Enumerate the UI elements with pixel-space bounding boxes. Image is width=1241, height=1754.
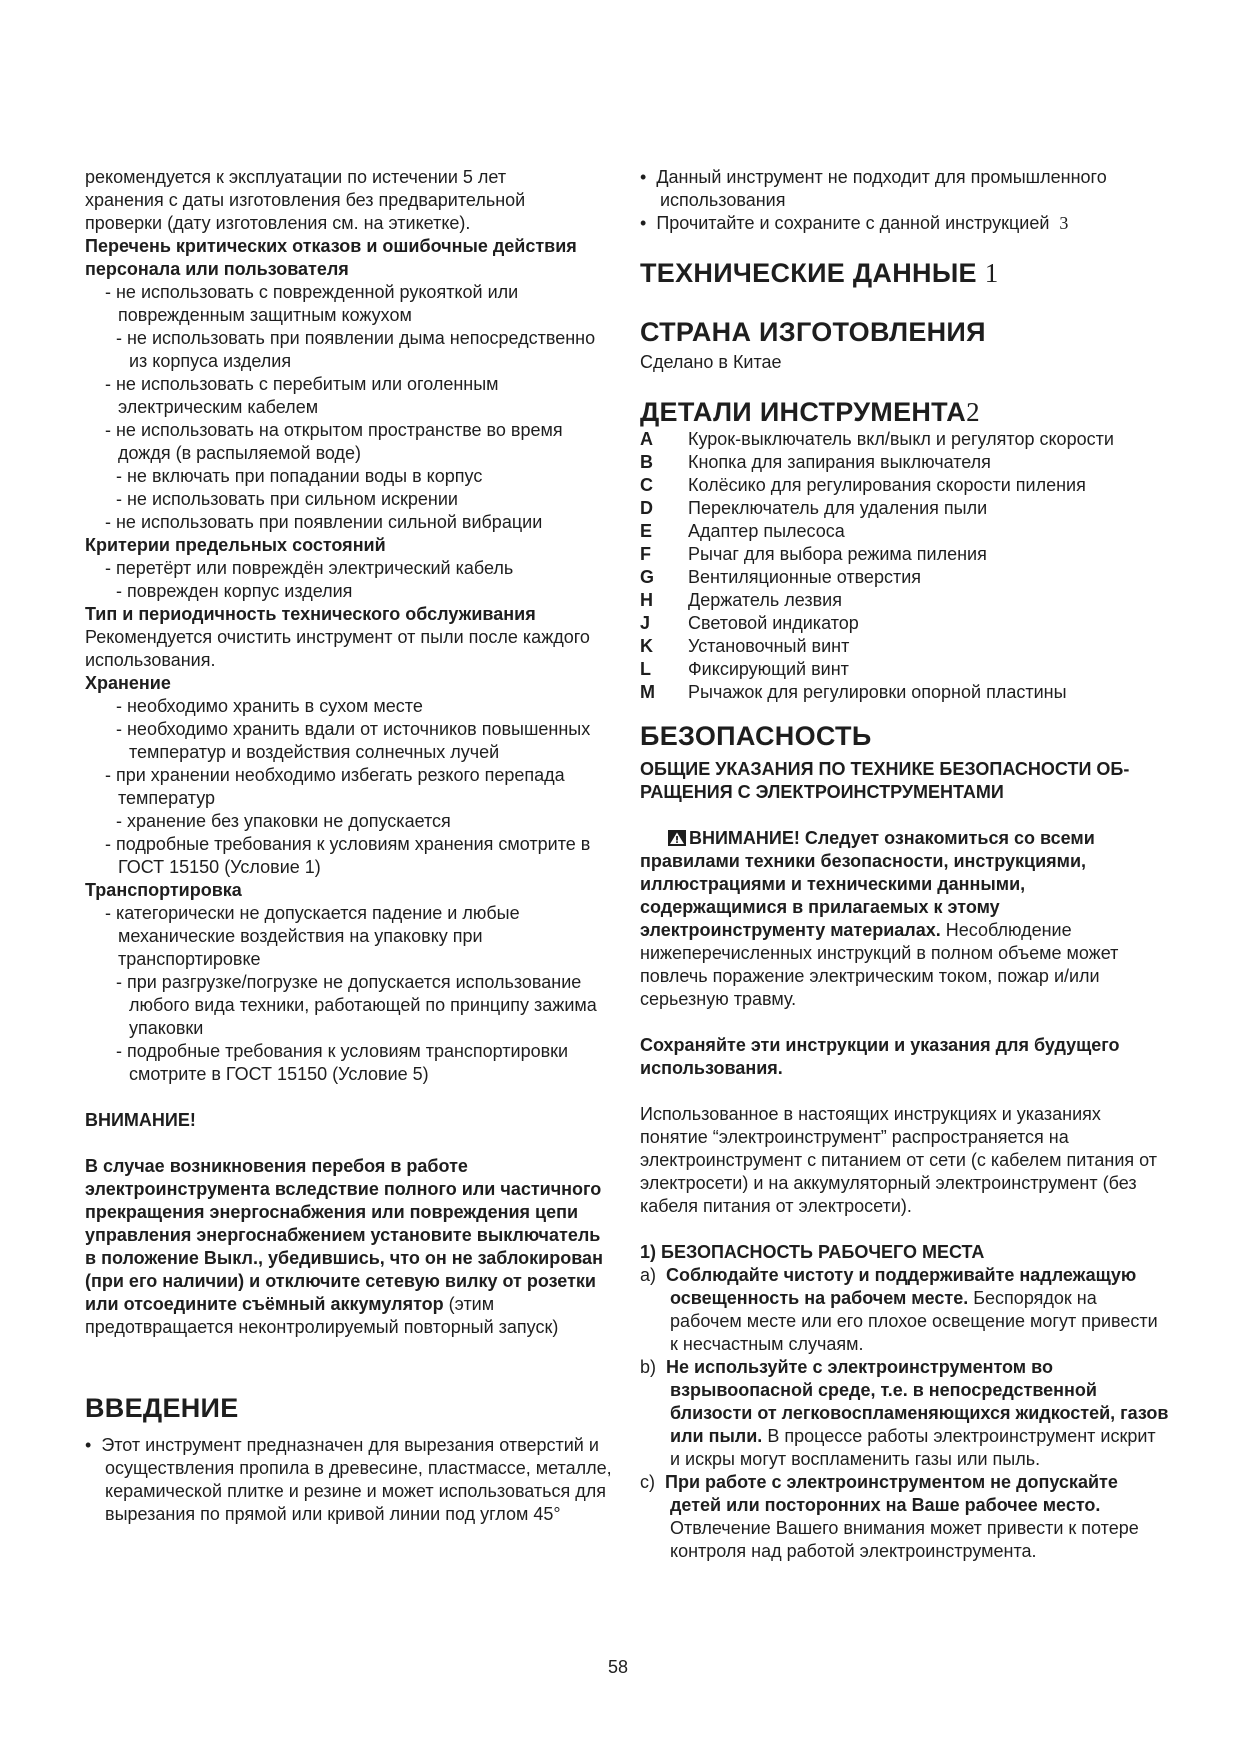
warning-paragraph — [640, 827, 1170, 1011]
part-label: Переключатель для удаления пыли — [688, 498, 988, 518]
intro-title: ВВЕДЕНИЕ — [85, 1393, 239, 1423]
bullet-text: Данный инструмент не подходит для промышленного использования — [656, 167, 1107, 210]
country-title: СТРАНА ИЗГОТОВЛЕНИЯ — [640, 317, 986, 347]
storage-item: - при хранении необходимо избегать резкого перепада температур — [105, 765, 565, 808]
storage-heading: Хранение — [85, 673, 171, 693]
attention-normal-text: (этим предотвращается неконтролируемый повторный запуск) — [85, 1294, 559, 1337]
workplace-item — [640, 1356, 1170, 1471]
figure-ref: 2 — [966, 397, 980, 427]
part-key: C — [640, 475, 653, 495]
parts-title — [640, 396, 1170, 428]
part-label: Фиксирующий винт — [688, 659, 849, 679]
maintenance-heading: Тип и периодичность технического обслуживания — [85, 604, 536, 624]
storage-item: - хранение без упаковки не допускается — [116, 811, 451, 831]
storage-item: - необходимо хранить вдали от источников повышенных температур и воздействия солнечных лучей — [116, 719, 591, 762]
bullet-item: • Прочитайте и сохраните с данной инструкцией 3 — [640, 213, 1069, 233]
critical-item: - не использовать с перебитым или оголенным электрическим кабелем — [105, 374, 499, 417]
definition-text: Использованное в настоящих инструкциях и указаниях понятие “электроинструмент” распространяется на электроинструмент с питанием от сети (с кабелем питания от электросети) и на аккумуляторный электроинструмент (без кабеля питания от электросети). — [640, 1104, 1158, 1216]
part-key: A — [640, 429, 653, 449]
critical-item: - не включать при попадании воды в корпус — [116, 466, 483, 486]
figure-ref: 3 — [1059, 213, 1069, 233]
part-label: Адаптер пылесоса — [688, 521, 845, 541]
part-key: E — [640, 521, 653, 541]
critical-item: - не использовать на открытом пространстве во время дождя (в распыляемой воде) — [105, 420, 563, 463]
item-bold-text: Не используйте с электроинструментом во взрывоопасной среде, т.е. в непосредственной близости от легковоспламеняющихся жидкостей, газов или пыли. — [666, 1357, 1169, 1446]
item-bold-text: При работе с электроинструментом не допускайте детей или посторонних на Ваше рабочее место. — [665, 1472, 1118, 1515]
workplace-item — [640, 1264, 1170, 1356]
item-normal-text: Беспорядок на рабочем месте или его плохое освещение могут привести к несчастным случаям. — [670, 1288, 1158, 1354]
part-key: H — [640, 590, 653, 610]
figure-ref: 1 — [984, 258, 999, 288]
right-column — [640, 166, 1170, 1563]
part-label: Держатель лезвия — [688, 590, 842, 610]
warning-bold-text: ВНИМАНИЕ! Следует ознакомиться со всеми правилами техники безопасности, инструкциями, иллюстрациями и техническими данными, содержащимися в прилагаемых к этому электроинструменту материалах. — [640, 828, 1095, 940]
transport-heading: Транспортировка — [85, 880, 242, 900]
part-label: Рычаг для выбора режима пиления — [688, 544, 987, 564]
left-column — [85, 166, 615, 1526]
intro-line: рекомендуется к эксплуатации по истечении 5 лет — [85, 167, 507, 187]
limit-item: - поврежден корпус изделия — [116, 581, 353, 601]
intro-bullet-text: Этот инструмент предназначен для вырезания отверстий и осуществления пропила в древесине, пластмассе, металле, керамической плитке и резине и может использоваться для вырезания по прямой или кривой линии под углом 45° — [101, 1435, 612, 1524]
attention-heading: ВНИМАНИЕ! — [85, 1110, 196, 1130]
limit-item: - перетёрт или повреждён электрический кабель — [105, 558, 514, 578]
part-label: Световой индикатор — [688, 613, 859, 633]
part-key: B — [640, 452, 653, 472]
item-letter: a) — [640, 1265, 657, 1285]
bullet-item: • Данный инструмент не подходит для промышленного использования — [640, 167, 1107, 210]
transport-item: - категорически не допускается падение и любые механические воздействия на упаковку при транспортировке — [105, 903, 520, 969]
critical-heading: Перечень критических отказов и ошибочные действия персонала или пользователя — [85, 236, 577, 279]
part-key: K — [640, 636, 653, 656]
maintenance-text: Рекомендуется очистить инструмент от пыли после каждого использования. — [85, 627, 590, 670]
workplace-title: 1) БЕЗОПАСНОСТЬ РАБОЧЕГО МЕСТА — [640, 1242, 985, 1262]
transport-item: - при разгрузке/погрузке не допускается использование любого вида техники, работающей по принципу зажима упаковки — [116, 972, 597, 1038]
intro-line: проверки (дату изготовления см. на этикетке). — [85, 213, 471, 233]
transport-item: - подробные требования к условиям транспортировки смотрите в ГОСТ 15150 (Условие 5) — [116, 1041, 569, 1084]
parts-list — [640, 428, 1170, 704]
workplace-item — [640, 1471, 1170, 1563]
intro-bullet: • Этот инструмент предназначен для вырезания отверстий и осуществления пропила в древесине, пластмассе, металле, керамической плитке и резине и может использоваться для вырезания по прямой или кривой линии под углом 45° — [85, 1435, 612, 1524]
part-key: F — [640, 544, 651, 564]
safety-subtitle: ОБЩИЕ УКАЗАНИЯ ПО ТЕХНИКЕ БЕЗОПАСНОСТИ ОБ- РАЩЕНИЯ С ЭЛЕКТРОИНСТРУМЕНТАМИ — [640, 759, 1130, 802]
item-bold-text: Соблюдайте чистоту и поддерживайте надлежащую освещенность на рабочем месте. — [666, 1265, 1137, 1308]
part-label: Курок-выключатель вкл/выкл и регулятор скорости — [688, 429, 1114, 449]
part-label: Установочный винт — [688, 636, 850, 656]
part-key: D — [640, 498, 653, 518]
item-normal-text: Отвлечение Вашего внимания может привести к потере контроля над работой электроинструмента. — [670, 1518, 1139, 1561]
item-letter: b) — [640, 1357, 657, 1377]
storage-item: - подробные требования к условиям хранения смотрите в ГОСТ 15150 (Условие 1) — [105, 834, 591, 877]
part-label: Рычажок для регулировки опорной пластины — [688, 682, 1067, 702]
critical-item: - не использовать при появлении сильной вибрации — [105, 512, 543, 532]
intro-line: хранения с даты изготовления без предварительной — [85, 190, 526, 210]
item-letter: c) — [640, 1472, 655, 1492]
critical-item: - не использовать при сильном искрении — [116, 489, 458, 509]
parts-title-text: ДЕТАЛИ ИНСТРУМЕНТА — [640, 397, 967, 427]
part-label: Кнопка для запирания выключателя — [688, 452, 991, 472]
page-number: 58 — [608, 1657, 629, 1677]
part-key: J — [640, 613, 651, 633]
part-label: Колёсико для регулирования скорости пиления — [688, 475, 1086, 495]
part-key: L — [640, 659, 651, 679]
attention-paragraph — [85, 1155, 615, 1339]
warning-triangle-icon — [668, 830, 686, 846]
bullet-text: Прочитайте и сохраните с данной инструкцией — [656, 213, 1050, 233]
tech-title-text: ТЕХНИЧЕСКИЕ ДАННЫЕ — [640, 258, 977, 288]
warning-normal-text: Несоблюдение нижеперечисленных инструкций в полном объеме может повлечь поражение электрическим током, пожар и/или серьезную травму. — [640, 920, 1119, 1009]
part-key: M — [640, 682, 655, 702]
safety-title: БЕЗОПАСНОСТЬ — [640, 721, 872, 751]
tech-title — [640, 257, 1170, 289]
item-normal-text: В процессе работы электроинструмент искрит и искры могут воспламенить газы или пыль. — [670, 1426, 1156, 1469]
storage-item: - необходимо хранить в сухом месте — [116, 696, 423, 716]
critical-item: - не использовать при появлении дыма непосредственно из корпуса изделия — [116, 328, 596, 371]
part-label: Вентиляционные отверстия — [688, 567, 921, 587]
save-instructions: Сохраняйте эти инструкции и указания для будущего использования. — [640, 1035, 1120, 1078]
limit-heading: Критерии предельных состояний — [85, 535, 386, 555]
attention-bold-text: В случае возникновения перебоя в работе электроинструмента вследствие полного или частичного прекращения энергоснабжения или повреждения цепи управления энергоснабжением установите выключатель в положение Выкл., убедившись, что он не заблокирован (при его наличии) и отключите сетевую вилку от розетки или отсоедините съёмный аккумулятор — [85, 1156, 603, 1314]
country-text: Сделано в Китае — [640, 352, 782, 372]
part-key: G — [640, 567, 655, 587]
critical-item: - не использовать с поврежденной рукояткой или поврежденным защитным кожухом — [105, 282, 519, 325]
